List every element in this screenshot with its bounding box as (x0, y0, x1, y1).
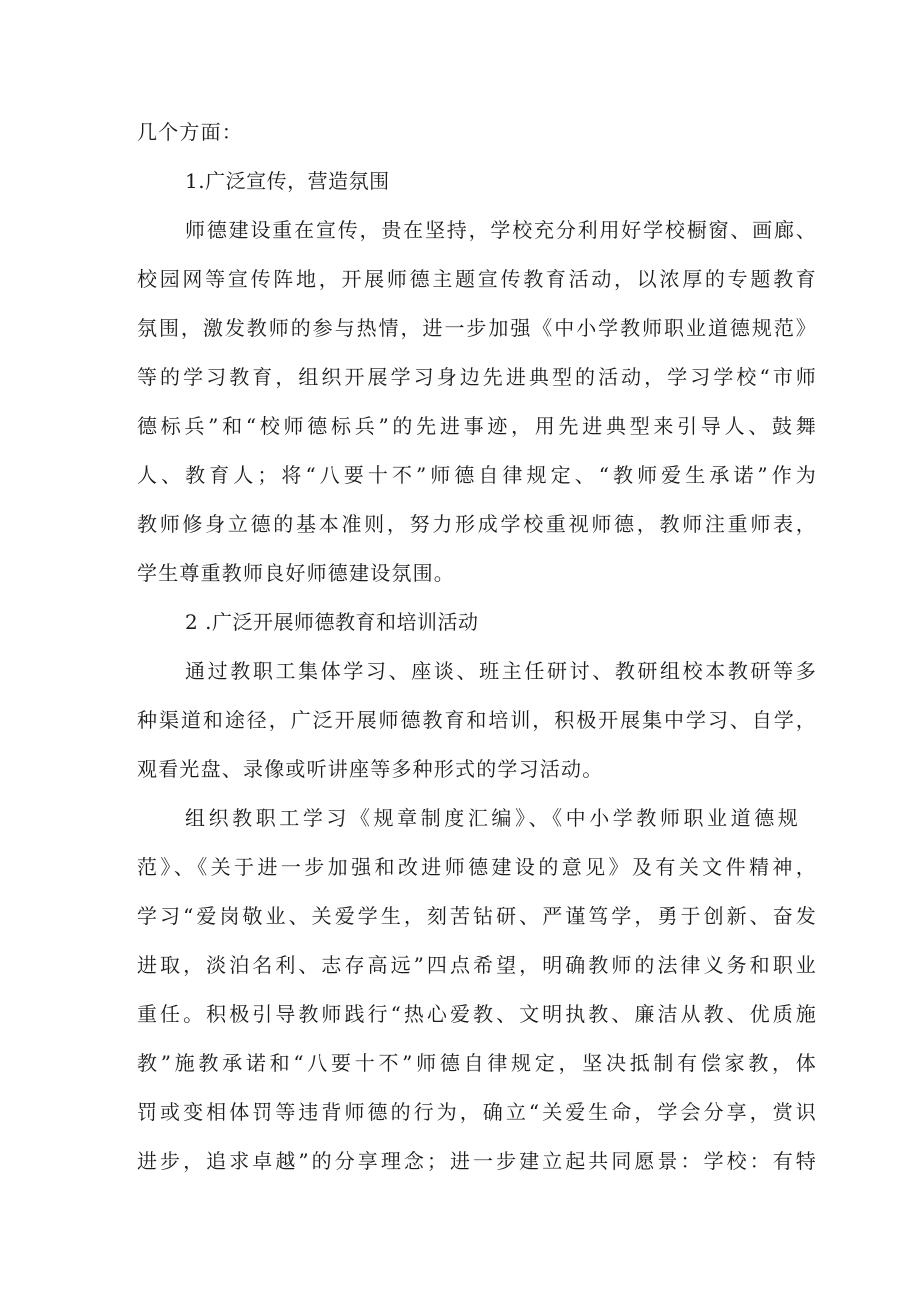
paragraph-line: 进步，追求卓越”的分享理念；进一步建立起共同愿景：学校：有特 (137, 1149, 817, 1173)
paragraph-line: 学习“爱岗敬业、关爱学生，刻苦钻研、严谨笃学，勇于创新、奋发 (137, 904, 817, 928)
paragraph-line: 罚或变相体罚等违背师德的行为，确立“关爱生命，学会分享，赏识 (137, 1100, 817, 1124)
paragraph-line: 教”施教承诺和“八要十不”师德自律规定，坚决抵制有偿家教，体 (137, 1051, 817, 1075)
section-heading: 2 .广泛开展师德教育和培训活动 (185, 610, 479, 634)
paragraph-line: 师德建设重在宣传，贵在坚持，学校充分利用好学校橱窗、画廊、 (185, 218, 817, 242)
paragraph-line: 重任。积极引导教师践行“热心爱教、文明执教、廉洁从教、优质施 (137, 1002, 817, 1026)
paragraph-line: 进取，淡泊名利、志存高远”四点希望，明确教师的法律义务和职业 (137, 953, 817, 977)
text-line: 几个方面： (137, 120, 243, 144)
section-heading: 1.广泛宣传，营造氛围 (185, 169, 390, 193)
paragraph-line: 组织教职工学习《规章制度汇编》、《中小学教师职业道德规 (185, 806, 799, 830)
paragraph-line: 等的学习教育，组织开展学习身边先进典型的活动，学习学校“市师 (137, 365, 817, 389)
paragraph-line: 德标兵”和“校师德标兵”的先进事迹，用先进典型来引导人、鼓舞 (137, 414, 817, 438)
paragraph-line: 教师修身立德的基本准则，努力形成学校重视师德，教师注重师表， (137, 512, 817, 536)
paragraph-line: 氛围，激发教师的参与热情，进一步加强《中小学教师职业道德规范》 (137, 316, 817, 340)
paragraph-line: 人、教育人；将“八要十不”师德自律规定、“教师爱生承诺”作为 (137, 463, 817, 487)
paragraph-line: 范》、《关于进一步加强和改进师德建设的意见》及有关文件精神， (137, 855, 817, 879)
paragraph-line: 观看光盘、录像或听讲座等多种形式的学习活动。 (137, 757, 604, 781)
paragraph-line: 种渠道和途径，广泛开展师德教育和培训，积极开展集中学习、自学， (137, 708, 817, 732)
paragraph-line: 学生尊重教师良好师德建设氛围。 (137, 561, 455, 585)
paragraph-line: 通过教职工集体学习、座谈、班主任研讨、教研组校本教研等多 (185, 659, 817, 683)
paragraph-line: 校园网等宣传阵地，开展师德主题宣传教育活动，以浓厚的专题教育 (137, 267, 817, 291)
